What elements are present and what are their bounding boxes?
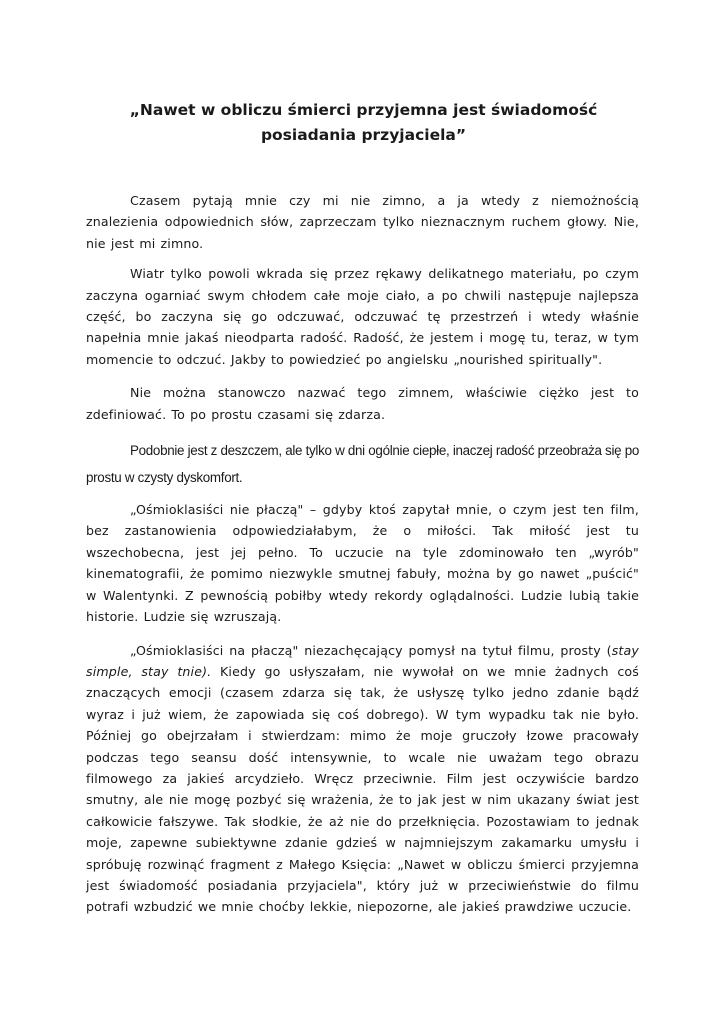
paragraph-1: Czasem pytają mnie czy mi nie zimno, a ja wtedy z niemożnością znalezienia odpowiednich słów, zaprzeczam tylko nieznacznym ruchem głowy. Nie, nie jest mi zimno. [86, 193, 639, 251]
paragraph-6 [86, 640, 639, 918]
paragraph-6-end: Kiedy go usłyszałam, nie wywołał on we mnie żadnych coś znaczących emocji (czasem zdarza się tak, że usłyszę tylko jedno zdanie bądź wyraz i już wiem, że zapowiada się coś dobrego). W tym wypadku tak nie było. Później go obejrzałam i stwierdzam: mimo że moje gruczoły łzowe pracowały podczas tego seansu dość intensywnie, to wcale nie uważam tego obrazu filmowego za jakieś arcydzieło. Wręcz przeciwnie. Film jest oczywiście bardzo smutny, ale nie mogę pozbyć się wrażenia, że to jak jest w nim ukazany świat jest całkowicie fałszywe. Tak słodkie, że aż nie do przełknięcia. Pozostawiam to jednak moje, zapewne subiektywne zdanie gdzieś w najmniejszym zakamarku umysłu i spróbuję rozwinąć fragment z Małego Księcia: „Nawet w obliczu śmierci przyjemna jest świadomość posiadania przyjaciela", który już w przeciwieństwie do filmu potrafi wzbudzić we mnie choćby lekkie, niepozorne, ale jakieś prawdziwe uczucie. [86, 663, 639, 915]
paragraph-4: Podobnie jest z deszczem, ale tylko w dni ogólnie ciepłe, inaczej radość przeobraża się po prostu w czysty dyskomfort. [86, 443, 639, 486]
paragraph-5: „Ośmioklasiści nie płaczą" – gdyby ktoś zapytał mnie, o czym jest ten film, bez zastanowienia odpowiedziałabym, że o miłości. Tak miłość jest tu wszechobecna, jest jej pełno. To uczucie na tyle zdominowało ten „wyrób" kinematografii, że pomimo niezwykle smutnej fabuły, można by go nawet „puścić" w Walentynki. Z pewnością pobiłby wtedy rekordy oglądalności. Ludzie lubią takie historie. Ludzie się wzruszają. [86, 502, 639, 625]
paragraph-2: Wiatr tylko powoli wkrada się przez rękawy delikatnego materiału, po czym zaczyna ogarniać swym chłodem całe moje ciało, a po chwili następuje najlepsza część, bo zaczyna się go odczuwać, odczuwać tę przestrzeń i wtedy właśnie napełnia mnie jakaś nieodparta radość. Radość, że jestem i mogę tu, teraz, w tym momencie to odczuć. Jakby to powiedzieć po angielsku „nourished spiritually". [86, 266, 639, 367]
title-line-2: posiadania przyjaciela” [260, 126, 467, 144]
document-title [86, 98, 641, 148]
paragraph-6-start: „Ośmioklasiści na płaczą" niezachęcający pomysł na tytuł filmu, prosty ( [130, 642, 612, 658]
title-line-1: „Nawet w obliczu śmierci przyjemna jest świadomość [129, 101, 598, 119]
document-body [86, 190, 639, 918]
paragraph-6-italic: stay simple, stay tnie). [86, 642, 639, 679]
paragraph-3: Nie można stanowczo nazwać tego zimnem, właściwie ciężko jest to zdefiniować. To po prostu czasami się zdarza. [86, 385, 639, 422]
